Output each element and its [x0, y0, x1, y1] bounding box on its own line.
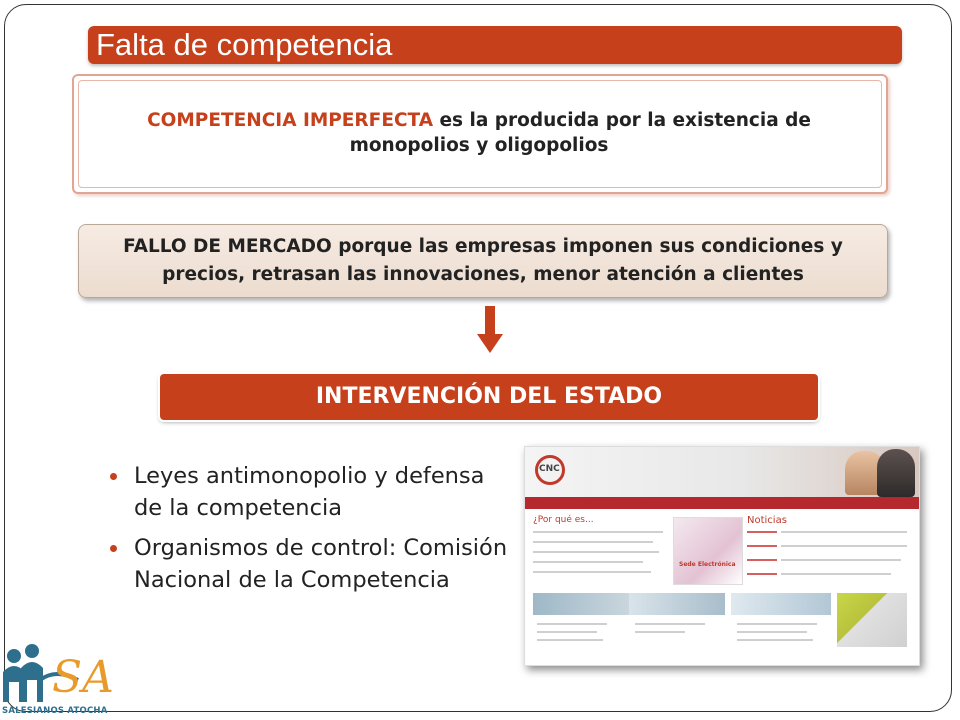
- slide-title: Falta de competencia: [96, 27, 393, 62]
- bullet-text: Leyes antimonopolio y defensa de la competencia: [134, 463, 485, 521]
- date-line: [747, 559, 777, 561]
- person-photo-icon: [877, 449, 915, 497]
- text-line: [781, 531, 907, 533]
- text-line: [635, 631, 685, 633]
- date-line: [747, 531, 777, 533]
- bullet-item: [108, 460, 508, 524]
- sede-label: Sede Electrónica: [679, 561, 736, 568]
- down-arrow-icon: [477, 306, 503, 354]
- text-line: [781, 545, 907, 547]
- bullet-item: [108, 532, 508, 596]
- website-logo-text: CNC: [539, 464, 560, 474]
- bullet-text: Organismos de control: Comisión Nacional de la Competencia: [134, 535, 508, 593]
- text-line: [537, 631, 597, 633]
- text-line: [737, 623, 817, 625]
- text-line: [537, 623, 607, 625]
- definition-highlight: COMPETENCIA IMPERFECTA: [147, 110, 434, 131]
- thumbnail-image: [731, 593, 831, 615]
- text-line: [533, 531, 663, 533]
- text-line: [635, 623, 705, 625]
- thumbnail-image: [533, 593, 629, 615]
- bullet-dot-icon: [110, 473, 117, 480]
- market-failure-text: FALLO DE MERCADO porque las empresas imponen sus condiciones y precios, retrasan las innovaciones, menor atención a clientes: [123, 236, 843, 285]
- text-line: [533, 571, 651, 573]
- logo-caption: SALESIANOS ATOCHA: [2, 706, 108, 716]
- bullet-list: [108, 460, 508, 604]
- text-line: [737, 639, 813, 641]
- thumbnail-image: [629, 593, 725, 615]
- text-line: [533, 551, 659, 553]
- text-line: [781, 559, 901, 561]
- website-nav: [525, 497, 919, 509]
- website-heading-right: Noticias: [747, 515, 787, 526]
- bullet-dot-icon: [110, 545, 117, 552]
- promo-image: [837, 593, 907, 647]
- date-line: [747, 573, 777, 575]
- intervention-text: INTERVENCIÓN DEL ESTADO: [315, 384, 663, 409]
- sede-electronica-banner: [673, 517, 743, 585]
- text-line: [537, 639, 603, 641]
- definition-text: [84, 108, 874, 158]
- definition-rest: es la producida por la existencia de monopolios y oligopolios: [349, 110, 811, 156]
- website-heading-left: ¿Por qué es...: [533, 515, 594, 525]
- text-line: [781, 573, 891, 575]
- svg-text:SA: SA: [52, 652, 114, 703]
- text-line: [533, 541, 653, 543]
- date-line: [747, 545, 777, 547]
- text-line: [533, 561, 643, 563]
- text-line: [737, 631, 807, 633]
- website-screenshot: [524, 446, 920, 666]
